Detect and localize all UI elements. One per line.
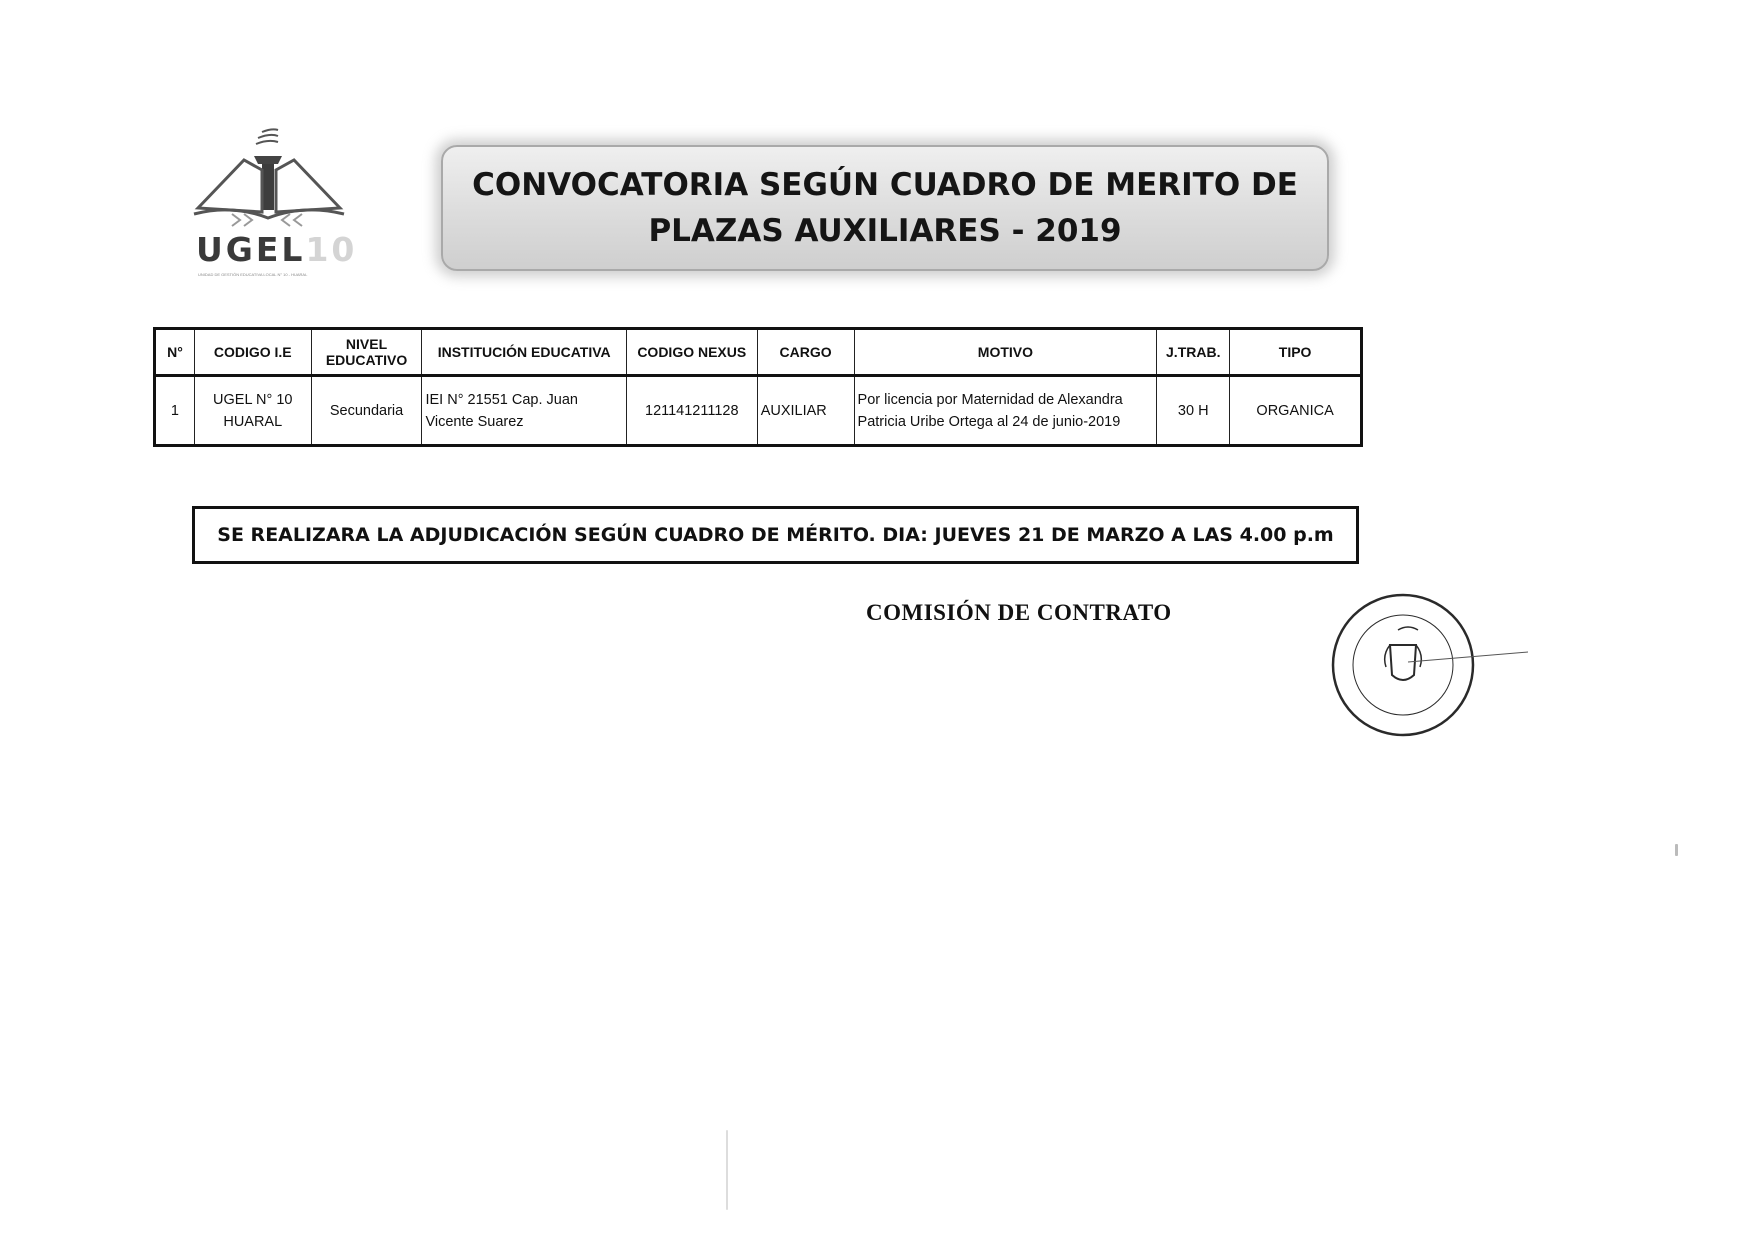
scan-speck — [1675, 844, 1678, 856]
col-codigo-nexus: CODIGO NEXUS — [626, 329, 757, 376]
col-cargo: CARGO — [757, 329, 854, 376]
cell-cargo: AUXILIAR — [757, 376, 854, 446]
official-stamp — [1328, 590, 1528, 740]
title-banner — [441, 145, 1329, 271]
cell-codigo-ie: UGEL N° 10 HUARAL — [194, 376, 311, 446]
table-row — [155, 376, 1362, 446]
title-line-1: CONVOCATORIA SEGÚN CUADRO DE MERITO DE — [472, 167, 1298, 203]
title-line-2: PLAZAS AUXILIARES - 2019 — [648, 213, 1122, 249]
table-header-row — [155, 329, 1362, 376]
cell-institucion: IEI N° 21551 Cap. Juan Vicente Suarez — [422, 376, 626, 446]
col-nivel: NIVEL EDUCATIVO — [311, 329, 422, 376]
plazas-table — [153, 327, 1363, 447]
cell-jtrab: 30 H — [1157, 376, 1230, 446]
cell-codigo-nexus: 121141211128 — [626, 376, 757, 446]
col-motivo: MOTIVO — [854, 329, 1157, 376]
adjudication-notice: SE REALIZARA LA ADJUDICACIÓN SEGÚN CUADRO DE MÉRITO. DIA: JUEVES 21 DE MARZO A LAS 4.00 p.m — [192, 506, 1359, 564]
commission-signature: COMISIÓN DE CONTRATO — [866, 600, 1172, 625]
cell-motivo: Por licencia por Maternidad de Alexandra Patricia Uribe Ortega al 24 de junio-2019 — [854, 376, 1157, 446]
col-num: N° — [155, 329, 195, 376]
cell-tipo: ORGANICA — [1230, 376, 1362, 446]
col-institucion: INSTITUCIÓN EDUCATIVA — [422, 329, 626, 376]
col-tipo: TIPO — [1230, 329, 1362, 376]
logo-subtitle: UNIDAD DE GESTIÓN EDUCATIVA LOCAL N° 10 - HUARAL — [198, 272, 308, 277]
seal-icon — [1328, 590, 1528, 740]
cell-nivel: Secundaria — [311, 376, 422, 446]
scan-speck — [726, 1130, 728, 1210]
torch-book-icon — [192, 126, 364, 236]
ugel-logo — [192, 126, 364, 286]
col-jtrab: J.TRAB. — [1157, 329, 1230, 376]
col-codigo-ie: CODIGO I.E — [194, 329, 311, 376]
logo-wordmark: UGEL10 — [196, 230, 358, 269]
cell-num: 1 — [155, 376, 195, 446]
